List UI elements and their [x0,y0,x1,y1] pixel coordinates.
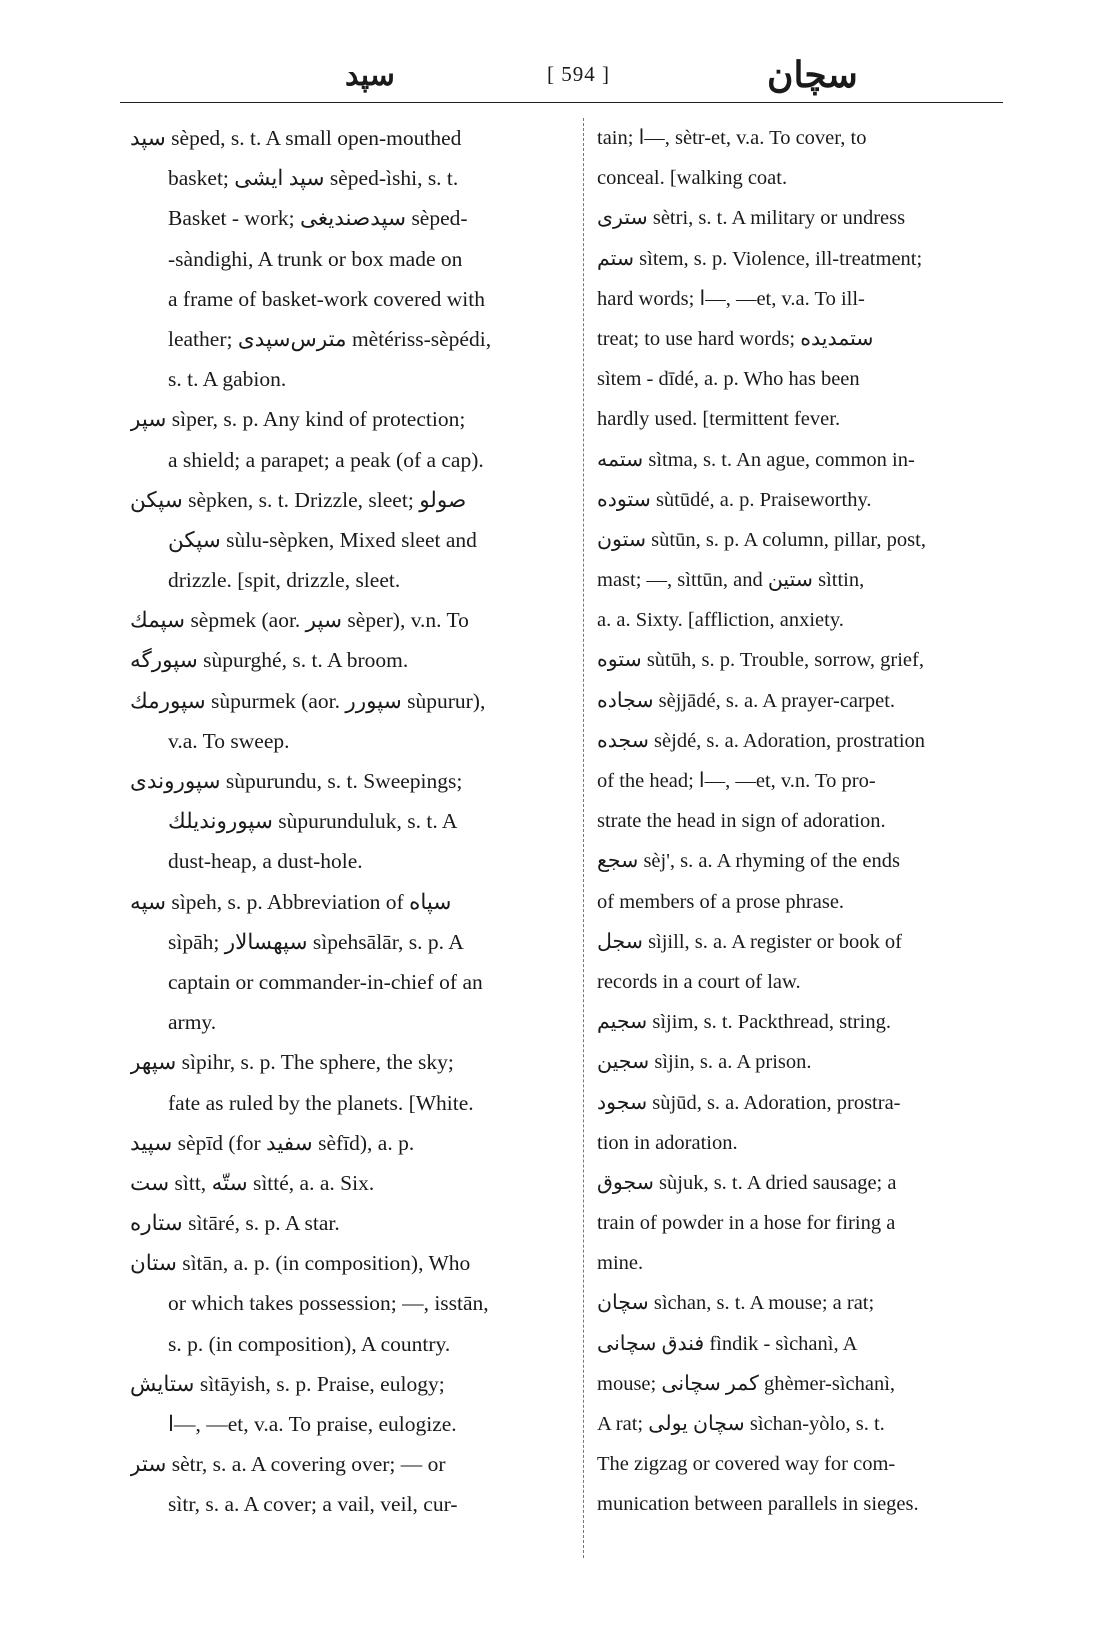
entry-line: سپكن sèpken, s. t. Drizzle, sleet; صولو [130,487,467,512]
entry-line: -sàndighi, A trunk or box made on [168,246,463,271]
entry-line: captain or commander-in-chief of an [168,969,483,994]
entry-line: سچان sìchan, s. t. A mouse; a rat; [597,1292,875,1315]
entry-line: treat; to use hard words; ستمديده [597,327,874,350]
entry-line: سترى sètri, s. t. A military or undress [597,207,906,230]
entry-line: v.a. To sweep. [168,728,290,753]
entry-line: ستمه sìtma, s. t. An ague, common in- [597,448,915,471]
entry-line: drizzle. [spit, drizzle, sleet. [168,568,401,593]
entry-line: سپيد sèpīd (for سفيد sèfīd), a. p. [130,1130,415,1155]
entry-line: سپر sìper, s. p. Any kind of protection; [130,407,466,432]
entry-line: سجاده sèjjādé, s. a. A prayer-carpet. [597,689,896,712]
entry-line: mine. [597,1252,644,1275]
entry-line: conceal. [walking coat. [597,167,788,190]
entry-line: سپد sèped, s. t. A small open-mouthed [130,126,462,150]
entry-line: ستون sùtūn, s. p. A column, pillar, post, [597,528,926,551]
right-column [597,118,1002,1525]
entry-line: سجود sùjūd, s. a. Adoration, prostra- [597,1091,901,1114]
header-rule [120,102,1003,103]
page-number: [ 594 ] [547,62,610,86]
entry-line: mast; —, sìttūn, and ستين sìttin, [597,569,865,592]
entry-line: train of powder in a hose for firing a [597,1212,896,1235]
column-divider [583,118,584,1558]
entry-line: ستاره sìtāré, s. p. A star. [130,1211,340,1236]
entry-line: سپهر sìpihr, s. p. The sphere, the sky; [130,1050,454,1075]
entry-line: munication between parallels in sieges. [597,1493,919,1516]
entry-line: ستايش sìtāyish, s. p. Praise, eulogy; [130,1371,445,1396]
entry-line: سپورگه sùpurghé, s. t. A broom. [130,648,409,673]
entry-line: hard words; ا—, —et, v.a. To ill- [597,287,865,310]
entry-line: فندق سچانى fìndik - sìchanì, A [597,1332,858,1355]
entry-line: tion in adoration. [597,1131,738,1154]
entry-line: ستوده sùtūdé, a. p. Praiseworthy. [597,488,872,511]
entry-line: سپمك sèpmek (aor. سپر sèper), v.n. To [130,608,469,633]
entry-line: strate the head in sign of adoration. [597,810,886,833]
entry-line: a shield; a parapet; a peak (of a cap). [168,447,484,472]
entry-line: or which takes possession; —, isstān, [168,1291,489,1316]
right-headword: سچان [767,55,858,95]
entry-line: records in a court of law. [597,970,801,993]
entry-line: fate as ruled by the planets. [White. [168,1090,474,1115]
entry-line: hardly used. [termittent fever. [597,408,841,431]
entry-line: سجيم sìjim, s. t. Packthread, string. [597,1011,891,1034]
entry-line: tain; ا—, sètr-et, v.a. To cover, to [597,127,867,149]
entry-line: ستوه sùtūh, s. p. Trouble, sorrow, grief, [597,649,924,672]
entry-line: Basket - work; سپدصنديغى sèped- [168,206,468,231]
entry-line: ستر sètr, s. a. A covering over; — or [130,1452,446,1477]
entry-line: a frame of basket-work covered with [168,286,485,311]
entry-line: ستان sìtān, a. p. (in composition), Who [130,1251,471,1276]
left-headword: سپد [345,59,395,92]
entry-line: leather; مترس‌سپدى mètériss-sèpédi, [168,326,492,351]
entry-line: a. a. Sixty. [affliction, anxiety. [597,609,844,632]
running-head [117,56,1002,98]
entry-line: ا—, —et, v.a. To praise, eulogize. [168,1412,457,1436]
entry-line: سجل sìjill, s. a. A register or book of [597,930,903,953]
entry-line: of the head; ا—, —et, v.n. To pro- [597,770,876,792]
entry-line: sìtr, s. a. A cover; a vail, veil, cur- [168,1492,458,1517]
left-column [130,118,570,1525]
entry-line: dust-heap, a dust-hole. [168,849,363,874]
entry-line: سپوروندیلك sùpurunduluk, s. t. A [168,809,458,834]
entry-line: سجده sèjdé, s. a. Adoration, prostration [597,729,926,752]
entry-line: ستم sìtem, s. p. Violence, ill-treatment; [597,247,923,270]
entry-line: سپكن sùlu-sèpken, Mixed sleet and [168,527,477,552]
entry-line: سجين sìjin, s. a. A prison. [597,1051,812,1074]
entry-line: sìpāh; سپهسالار sìpehsālār, s. p. A [168,929,464,954]
entry-line: mouse; كمر سچانى ghèmer-sìchanì, [597,1372,896,1395]
entry-line: army. [168,1010,217,1035]
entry-line: A rat; سچان يولى sìchan-yòlo, s. t. [597,1413,885,1435]
entry-line: سجع sèj', s. a. A rhyming of the ends [597,850,900,873]
entry-line: ست sìtt, ستّه sìtté, a. a. Six. [130,1170,375,1195]
entry-line: The zigzag or covered way for com- [597,1453,896,1476]
entry-line: سپورمك sùpurmek (aor. سپورر sùpurur), [130,688,486,713]
entry-line: sìtem - dīdé, a. p. Who has been [597,368,860,391]
entry-line: سجوق sùjuk, s. t. A dried sausage; a [597,1171,897,1194]
entry-line: s. p. (in composition), A country. [168,1331,451,1356]
entry-line: سپوروندى sùpurundu, s. t. Sweepings; [130,769,463,793]
entry-line: سپه sìpeh, s. p. Abbreviation of سپاه [130,889,452,914]
entry-line: of members of a prose phrase. [597,890,845,913]
entry-line: basket; سپد ايشى sèped-ìshi, s. t. [168,166,459,191]
entry-line: s. t. A gabion. [168,367,287,392]
